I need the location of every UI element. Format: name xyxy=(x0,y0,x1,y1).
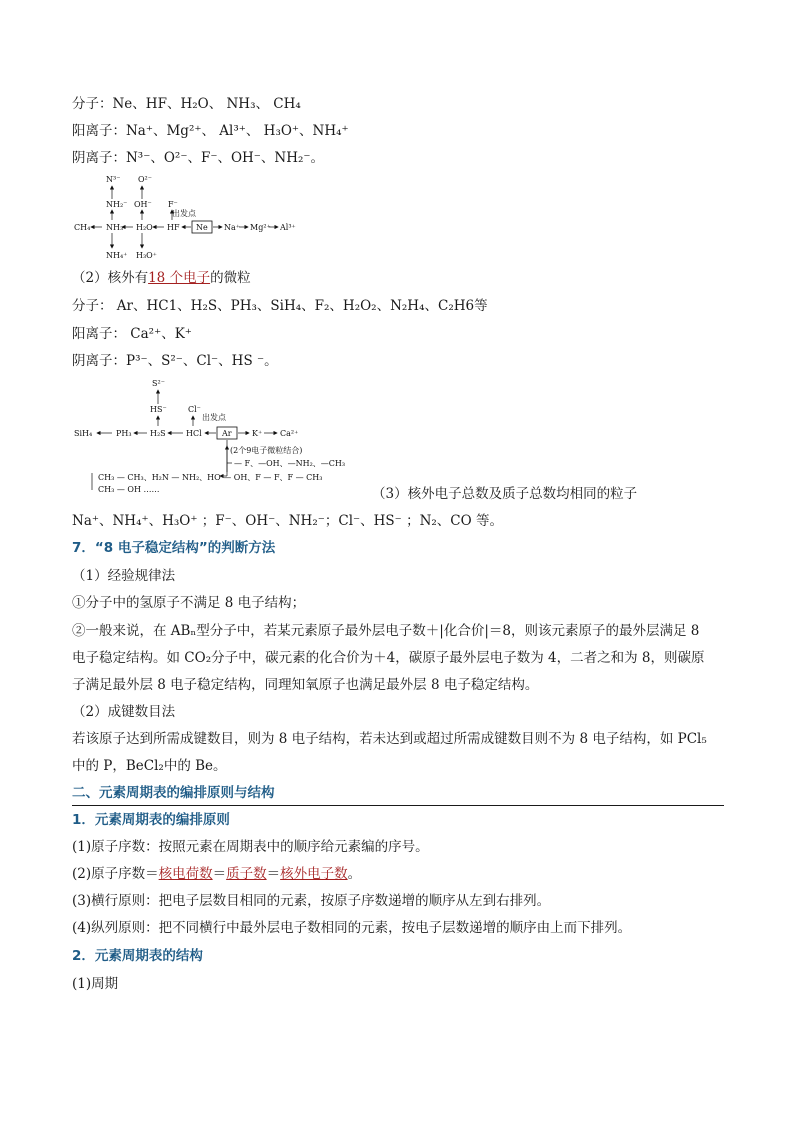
diagram-h2s: H₂S xyxy=(150,429,166,438)
octet-method1-title: （1）经验规律法 xyxy=(72,568,176,584)
diagram-label-start: 出发点 xyxy=(172,209,196,218)
diagram-ion-s2: S²⁻ xyxy=(152,379,165,388)
nine-electron-molecules: 分子：Ne、HF、H₂O、 NH₃、 CH₄ xyxy=(72,96,301,112)
diagram-ne: Ne xyxy=(196,223,208,232)
nine-electron-anions: 阴离子：N³⁻、O²⁻、F⁻、OH⁻、NH₂⁻。 xyxy=(72,150,325,166)
periodic-p2 xyxy=(72,864,361,884)
ten-electron-diagram xyxy=(72,172,312,268)
diagram-al: Al³⁺ xyxy=(280,223,296,232)
eighteen-electron-title xyxy=(72,268,251,288)
p2-end: 。 xyxy=(347,866,362,882)
diagram-combo-note: (2个9电子微粒结合) xyxy=(230,446,303,455)
ten-electron-diagram-svg xyxy=(72,172,312,264)
diagram-ion-cl: Cl⁻ xyxy=(188,405,201,414)
diagram-na: Na⁺ xyxy=(224,223,240,232)
diagram-ar: Ar xyxy=(222,429,232,438)
eighteen-electron-diagram-svg xyxy=(72,376,372,498)
octet-method1-p2c: 子满足最外层 8 电子稳定结构，同理知氧原子也满足最外层 8 电子稳定结构。 xyxy=(72,677,539,693)
section-periodic-heading: 二、元素周期表的编排原则与结构 xyxy=(72,783,724,806)
p2-proton-number: 质子数 xyxy=(226,866,267,882)
diagram-combo-line2: CH₃ — OH …… xyxy=(98,485,160,494)
p2-pre: (2)原子序数＝ xyxy=(72,866,159,882)
diagram-nh4: NH₄⁺ xyxy=(106,251,128,260)
periodic-p3: (3)横行原则：把电子层数目相同的元素，按原子序数递增的顺序从左到右排列。 xyxy=(72,893,551,909)
p2-electron-number: 核外电子数 xyxy=(280,866,348,882)
diagram-h3o: H₃O⁺ xyxy=(136,251,157,260)
diagram-ph3: PH₃ xyxy=(116,429,132,438)
octet-method2-p1b: 中的 P，BeCl₂中的 Be。 xyxy=(72,758,227,774)
octet-method1-p1: ①分子中的氢原子不满足 8 电子结构； xyxy=(72,595,306,611)
p2-eq2: ＝ xyxy=(266,866,281,882)
eighteen-electron-anions: 阴离子：P³⁻、S²⁻、Cl⁻、HS ⁻。 xyxy=(72,353,278,369)
diagram-ion-oh: OH⁻ xyxy=(134,200,152,209)
diagram-ion-hs: HS⁻ xyxy=(150,405,167,414)
diagram-hcl: HCl xyxy=(186,429,202,438)
diagram-nh3: NH₃ xyxy=(106,223,124,232)
periodic-h1: 1．元素周期表的编排原则 xyxy=(72,812,230,828)
diagram-sih4: SiH₄ xyxy=(74,429,93,438)
octet-method1-p2a: ②一般来说，在 ABₙ型分子中，若某元素原子最外层电子数＋|化合价|＝8，则该元素原子的最外层满足 8 xyxy=(72,623,700,639)
octet-method2-title: （2）成键数目法 xyxy=(72,704,176,720)
same-count-list: Na⁺、NH₄⁺、H₃O⁺ ；F⁻、OH⁻、NH₂⁻；Cl⁻、HS⁻ ；N₂、CO 等。 xyxy=(72,513,503,529)
diagram-label-start-18: 出发点 xyxy=(202,413,226,422)
p2-nuclear-charge: 核电荷数 xyxy=(158,866,213,882)
diagram-mg: Mg²⁺ xyxy=(250,223,271,232)
eighteen-electron-diagram xyxy=(72,376,372,502)
diagram-ion-o2: O²⁻ xyxy=(138,175,152,184)
eighteen-title-post: 的微粒 xyxy=(210,270,251,286)
octet-method1-p2b: 电子稳定结构。如 CO₂分子中，碳元素的化合价为＋4，碳原子最外层电子数为 4，二者之和为 8，则碳原 xyxy=(72,650,705,666)
eighteen-electron-cations: 阳离子： Ca²⁺、K⁺ xyxy=(72,326,192,342)
diagram-combo-line1: CH₃ — CH₃、H₂N — NH₂、HO — OH、F — F、F — CH₃ xyxy=(98,473,323,482)
diagram-ion-nh2: NH₂⁻ xyxy=(106,200,128,209)
same-count-title: （3）核外电子总数及质子总数均相同的粒子 xyxy=(372,486,638,502)
nine-electron-cations: 阳离子：Na⁺、Mg²⁺、 Al³⁺、 H₃O⁺、NH₄⁺ xyxy=(72,123,349,139)
eighteen-title-highlight: 18 个电子 xyxy=(148,270,211,286)
octet-method2-p1a: 若该原子达到所需成键数目，则为 8 电子结构，若未达到或超过所需成键数目则不为 8 电子结构，如 PCl₅ xyxy=(72,731,707,747)
periodic-p1: (1)原子序数：按照元素在周期表中的顺序给元素编的序号。 xyxy=(72,839,429,855)
octet-heading: 7．“8 电子稳定结构”的判断方法 xyxy=(72,540,276,556)
periodic-h2: 2．元素周期表的结构 xyxy=(72,948,203,964)
diagram-ion-f: F⁻ xyxy=(168,200,178,209)
diagram-h2o: H₂O xyxy=(136,223,153,232)
periodic-p4: (4)纵列原则：把不同横行中最外层电子数相同的元素，按电子层数递增的顺序由上而下排列。 xyxy=(72,920,632,936)
periodic-p5: (1)周期 xyxy=(72,976,119,992)
eighteen-title-pre: （2）核外有 xyxy=(72,270,149,286)
diagram-ion-n3: N³⁻ xyxy=(106,175,121,184)
diagram-k: K⁺ xyxy=(252,429,263,438)
diagram-combo-list: — F、—OH、—NH₂、—CH₃ xyxy=(234,459,346,468)
diagram-ca: Ca²⁺ xyxy=(280,429,299,438)
diagram-hf: HF xyxy=(167,223,180,232)
eighteen-electron-molecules: 分子： Ar、HC1、H₂S、PH₃、SiH₄、F₂、H₂O₂、N₂H₄、C₂H6等 xyxy=(72,298,488,314)
diagram-ch4: CH₄ xyxy=(74,223,91,232)
p2-eq1: ＝ xyxy=(212,866,227,882)
